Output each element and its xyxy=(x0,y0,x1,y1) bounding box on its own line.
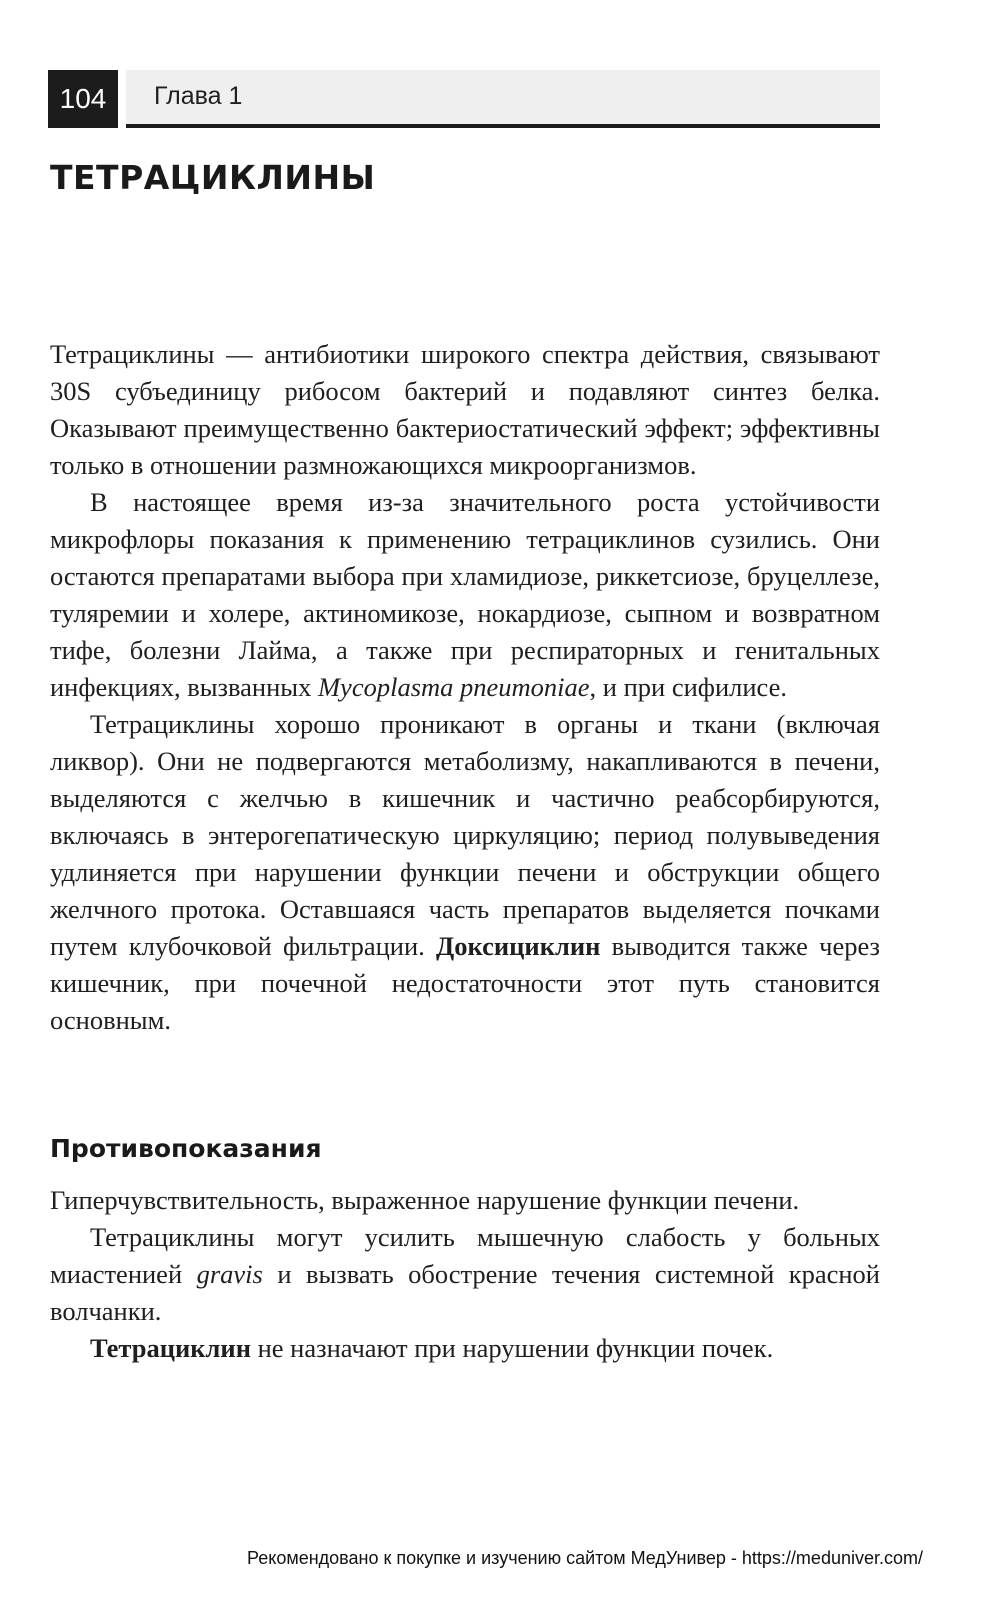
paragraph-1: Тетрациклины — антибиотики широкого спектра действия, связывают 30S субъединицу рибосом бактерий и подавляют синтез белка. Оказывают преимущественно бактериостатический эффект; эффективны только в отношении размножающихся микроорганизмов. xyxy=(50,339,880,480)
section-title: ТЕТРАЦИКЛИНЫ xyxy=(50,158,376,197)
running-header-bar xyxy=(126,70,880,128)
contra-paragraph-2: Тетрациклины могут усилить мышечную слабость у больных миастенией gravis и вызвать обострение течения системной красной волчанки. xyxy=(50,1222,880,1326)
intro-text xyxy=(50,336,880,1039)
contraindications-text xyxy=(50,1182,880,1367)
paragraph-3: Тетрациклины хорошо проникают в органы и ткани (включая ликвор). Они не подвергаются метаболизму, накапливаются в печени, выделяются с желчью в кишечник и частично реабсорбируются, включаясь в энтерогепатическую циркуляцию; период полувыведения удлиняется при нарушении функции печени и обструкции общего желчного протока. Оставшаяся часть препаратов выделяется почками путем клубочковой фильтрации. Доксициклин выводится также через кишечник, при почечной недостаточности этот путь становится основным. xyxy=(50,709,881,1035)
drug-name-tetracycline: Тетрациклин xyxy=(90,1333,251,1363)
page-number: 104 xyxy=(48,70,118,128)
disease-term: gravis xyxy=(196,1259,263,1289)
paragraph-2: В настоящее время из-за значительного роста устойчивости микрофлоры показания к применению тетрациклинов сузились. Они остаются препаратами выбора при хламидиозе, риккетсиозе, бруцеллезе, туляремии и холере, актиномикозе, нокардиозе, сыпном и возвратном тифе, болезни Лайма, а также при респираторных и генитальных инфекциях, вызванных Mycoplasma pneumoniae, и при сифилисе. xyxy=(50,487,880,702)
contra-paragraph-1: Гиперчувствительность, выраженное нарушение функции печени. xyxy=(50,1185,800,1215)
organism-name: Mycoplasma pneumoniae xyxy=(317,672,590,702)
contra-paragraph-3: Тетрациклин не назначают при нарушении функции почек. xyxy=(90,1333,774,1363)
drug-name-doxycycline: Доксициклин xyxy=(436,931,601,961)
footer-watermark: Рекомендовано к покупке и изучению сайтом МедУнивер - https://meduniver.com/ xyxy=(247,1548,923,1568)
chapter-label: Глава 1 xyxy=(154,82,243,110)
page-header xyxy=(48,70,880,128)
contraindications-heading: Противопоказания xyxy=(50,1134,322,1163)
